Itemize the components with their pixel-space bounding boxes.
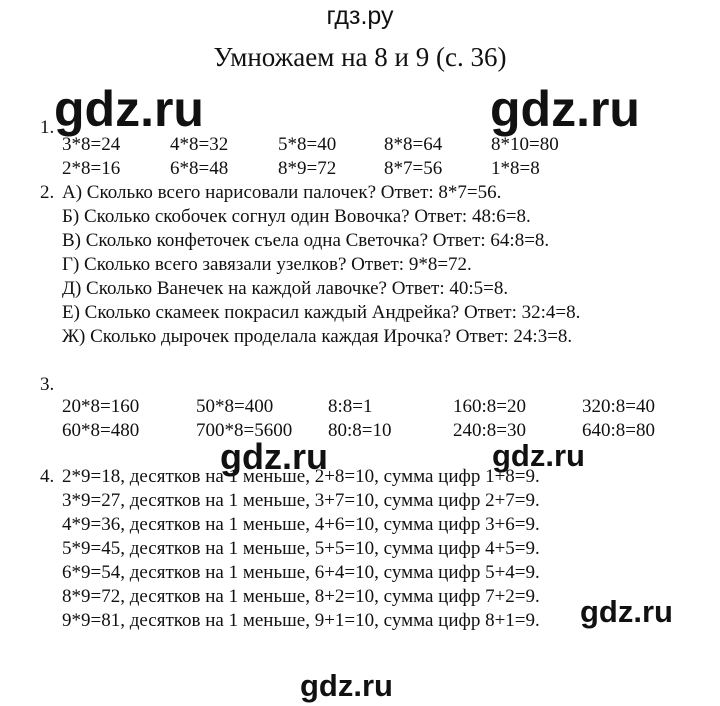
task-3-cell: 160:8=20 xyxy=(453,396,526,417)
watermark-mid-right: gdz.ru xyxy=(492,438,585,473)
task-4-line: 5*9=45, десятков на 1 меньше, 5+5=10, сумма цифр 4+5=9. xyxy=(62,538,540,559)
task-2-number: 2. xyxy=(40,182,55,203)
task-1-cell: 4*8=32 xyxy=(170,134,229,155)
task-2-line: А) Сколько всего нарисовали палочек? Ответ: 8*7=56. xyxy=(62,182,502,203)
task-3-cell: 60*8=480 xyxy=(62,420,140,441)
task-3-cell: 240:8=30 xyxy=(453,420,526,441)
task-1-cell: 5*8=40 xyxy=(278,134,337,155)
task-4-line: 2*9=18, десятков на 1 меньше, 2+8=10, сумма цифр 1+8=9. xyxy=(62,466,540,487)
task-1-cell: 8*10=80 xyxy=(491,134,559,155)
task-1-cell: 6*8=48 xyxy=(170,158,229,179)
task-4-line: 9*9=81, десятков на 1 меньше, 9+1=10, сумма цифр 8+1=9. xyxy=(62,610,540,631)
task-1-cell: 8*7=56 xyxy=(384,158,443,179)
task-3-cell: 320:8=40 xyxy=(582,396,655,417)
task-4-number: 4. xyxy=(40,466,55,487)
task-3-cell: 20*8=160 xyxy=(62,396,140,417)
task-1-cell: 3*8=24 xyxy=(62,134,121,155)
task-2-line: Ж) Сколько дырочек проделала каждая Ирочка? Ответ: 24:3=8. xyxy=(62,326,573,347)
watermark-bottom: gdz.ru xyxy=(300,668,393,703)
task-4-line: 4*9=36, десятков на 1 меньше, 4+6=10, сумма цифр 3+6=9. xyxy=(62,514,540,535)
task-3-cell: 700*8=5600 xyxy=(196,420,293,441)
watermark-top: гдз.ру xyxy=(326,2,394,30)
task-3-number: 3. xyxy=(40,374,55,395)
task-4-line: 3*9=27, десятков на 1 меньше, 3+7=10, сумма цифр 2+7=9. xyxy=(62,490,540,511)
task-1-number: 1. xyxy=(40,117,55,138)
task-3-cell: 8:8=1 xyxy=(328,396,373,417)
task-1-cell: 8*9=72 xyxy=(278,158,337,179)
task-2-line: Б) Сколько скобочек согнул один Вовочка? Ответ: 48:6=8. xyxy=(62,206,531,227)
watermark-right: gdz.ru xyxy=(490,81,640,137)
task-4-line: 8*9=72, десятков на 1 меньше, 8+2=10, сумма цифр 7+2=9. xyxy=(62,586,540,607)
watermark-left: gdz.ru xyxy=(54,81,204,137)
task-2-line: В) Сколько конфеточек съела одна Светочка? Ответ: 64:8=8. xyxy=(62,230,550,251)
task-4-line: 6*9=54, десятков на 1 меньше, 6+4=10, сумма цифр 5+4=9. xyxy=(62,562,540,583)
task-3-cell: 80:8=10 xyxy=(328,420,392,441)
task-3-cell: 50*8=400 xyxy=(196,396,274,417)
task-1-cell: 8*8=64 xyxy=(384,134,443,155)
task-1-cell: 1*8=8 xyxy=(491,158,540,179)
task-1-cell: 2*8=16 xyxy=(62,158,121,179)
task-2-line: Е) Сколько скамеек покрасил каждый Андрейка? Ответ: 32:4=8. xyxy=(62,302,581,323)
page-title: Умножаем на 8 и 9 (с. 36) xyxy=(213,42,507,72)
task-2-line: Д) Сколько Ванечек на каждой лавочке? Ответ: 40:5=8. xyxy=(62,278,509,299)
task-2-line: Г) Сколько всего завязали узелков? Ответ: 9*8=72. xyxy=(62,254,472,275)
task-3-cell: 640:8=80 xyxy=(582,420,655,441)
watermark-low-right: gdz.ru xyxy=(580,594,673,629)
watermark-mid-left: gdz.ru xyxy=(220,436,328,477)
